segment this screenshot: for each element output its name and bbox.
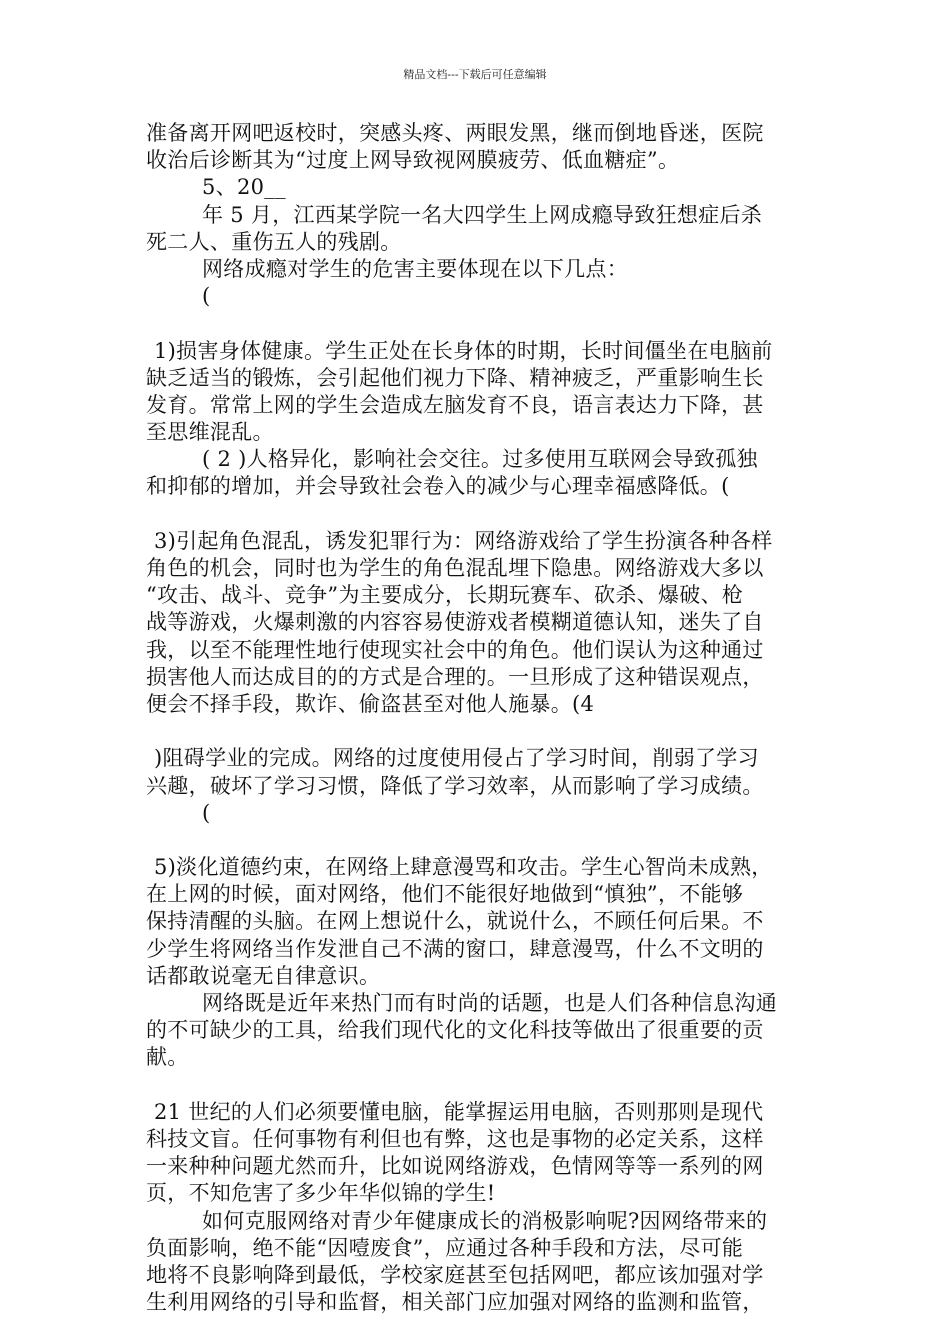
text-line: 网络既是近年来热门而有时尚的话题，也是人们各种信息沟通 bbox=[202, 991, 778, 1015]
text-line: 网络成瘾对学生的危害主要体现在以下几点： bbox=[202, 256, 628, 281]
text-line: 在上网的时候，面对网络，他们不能很好地做到“慎独”，不能够 bbox=[146, 882, 744, 907]
text-line: )阻碍学业的完成。网络的过度使用侵占了学习时间，削弱了学习 bbox=[154, 746, 759, 771]
text-line: ( 2 )人格异化，影响社会交往。过多使用互联网会导致孤独 bbox=[202, 447, 758, 472]
paragraph-gap bbox=[146, 827, 816, 854]
text-line: 便会不择手段，欺诈、偷盗甚至对他人施暴。(4 bbox=[146, 691, 595, 716]
text-line: 负面影响，绝不能“因噎废食”，应通过各种手段和方法，尽可能 bbox=[146, 1235, 744, 1260]
text-line: 损害他人而达成目的的方式是合理的。一旦形成了这种错误观点， bbox=[146, 664, 764, 689]
text-line: 发育。常常上网的学生会造成左脑发育不良，语言表达力下降，甚 bbox=[146, 392, 764, 417]
text-line: 话都敢说毫无自律意识。 bbox=[146, 963, 381, 988]
document-body bbox=[146, 120, 816, 1316]
text-line: ( bbox=[202, 800, 211, 825]
paragraph-gap bbox=[146, 310, 816, 337]
text-line: 一来种种问题尤然而升，比如说网络游戏，色情网等等一系列的网 bbox=[146, 1154, 764, 1179]
text-line: 准备离开网吧返校时，突感头疼、两眼发黑，继而倒地昏迷，医院 bbox=[146, 121, 764, 145]
page-header: 精品文档---下载后可任意编辑 bbox=[403, 68, 547, 81]
text-line: 1)损害身体健康。学生正处在长身体的时期，长时间僵坐在电脑前 bbox=[154, 338, 773, 363]
text-line: 收治后诊断其为“过度上网导致视网膜疲劳、低血糖症”。 bbox=[146, 148, 680, 173]
text-line: 页，不知危害了多少年华似锦的学生! bbox=[146, 1181, 496, 1206]
text-line: 5)淡化道德约束，在网络上肆意漫骂和攻击。学生心智尚未成熟， bbox=[154, 855, 773, 880]
text-line: 兴趣，破坏了学习习惯，降低了学习效率，从而影响了学习成绩。 bbox=[146, 773, 764, 798]
paragraph-gap bbox=[146, 718, 816, 745]
text-line: 缺乏适当的锻炼，会引起他们视力下降、精神疲乏，严重影响生长 bbox=[146, 365, 764, 390]
text-line: 地将不良影响降到最低，学校家庭甚至包括网吧，都应该加强对学 bbox=[146, 1262, 764, 1287]
text-line: 如何克服网络对青少年健康成长的消极影响呢?因网络带来的 bbox=[202, 1208, 768, 1233]
text-line: 献。 bbox=[146, 1045, 189, 1070]
text-line: 年 5 月，江西某学院一名大四学生上网成瘾导致狂想症后杀 bbox=[202, 202, 763, 227]
text-line: 3)引起角色混乱，诱发犯罪行为：网络游戏给了学生扮演各种各样 bbox=[154, 528, 773, 553]
text-line: 死二人、重伤五人的残剧。 bbox=[146, 229, 402, 254]
text-line: 保持清醒的头脑。在网上想说什么，就说什么，不顾任何后果。不 bbox=[146, 909, 764, 934]
text-line: 少学生将网络当作发泄自己不满的窗口，肆意漫骂，什么不文明的 bbox=[146, 936, 764, 961]
text-line: 我，以至不能理性地行使现实社会中的角色。他们误认为这种通过 bbox=[146, 637, 764, 662]
text-line: 战等游戏，火爆刺激的内容容易使游戏者模糊道德认知，迷失了自 bbox=[146, 610, 764, 635]
text-line: ( bbox=[202, 284, 211, 309]
text-line: “攻击、战斗、竞争”为主要成分，长期玩赛车、砍杀、爆破、枪 bbox=[146, 583, 744, 608]
text-line: 角色的机会，同时也为学生的角色混乱埋下隐患。网络游戏大多以 bbox=[146, 556, 764, 580]
paragraph-gap bbox=[146, 501, 816, 528]
text-line: 科技文盲。任何事物有利但也有弊，这也是事物的必定关系，这样 bbox=[146, 1126, 764, 1151]
paragraph-gap bbox=[146, 1072, 816, 1099]
text-line: 至思维混乱。 bbox=[146, 420, 274, 445]
text-line: 5、20__ bbox=[202, 175, 286, 200]
text-line: 生利用网络的引导和监督，相关部门应加强对网络的监测和监管， bbox=[146, 1290, 764, 1315]
text-line: 的不可缺少的工具，给我们现代化的文化科技等做出了很重要的贡 bbox=[146, 1018, 764, 1043]
text-line: 21 世纪的人们必须要懂电脑，能掌握运用电脑，否则那则是现代 bbox=[154, 1099, 764, 1124]
text-line: 和抑郁的增加，并会导致社会卷入的减少与心理幸福感降低。( bbox=[146, 474, 730, 499]
